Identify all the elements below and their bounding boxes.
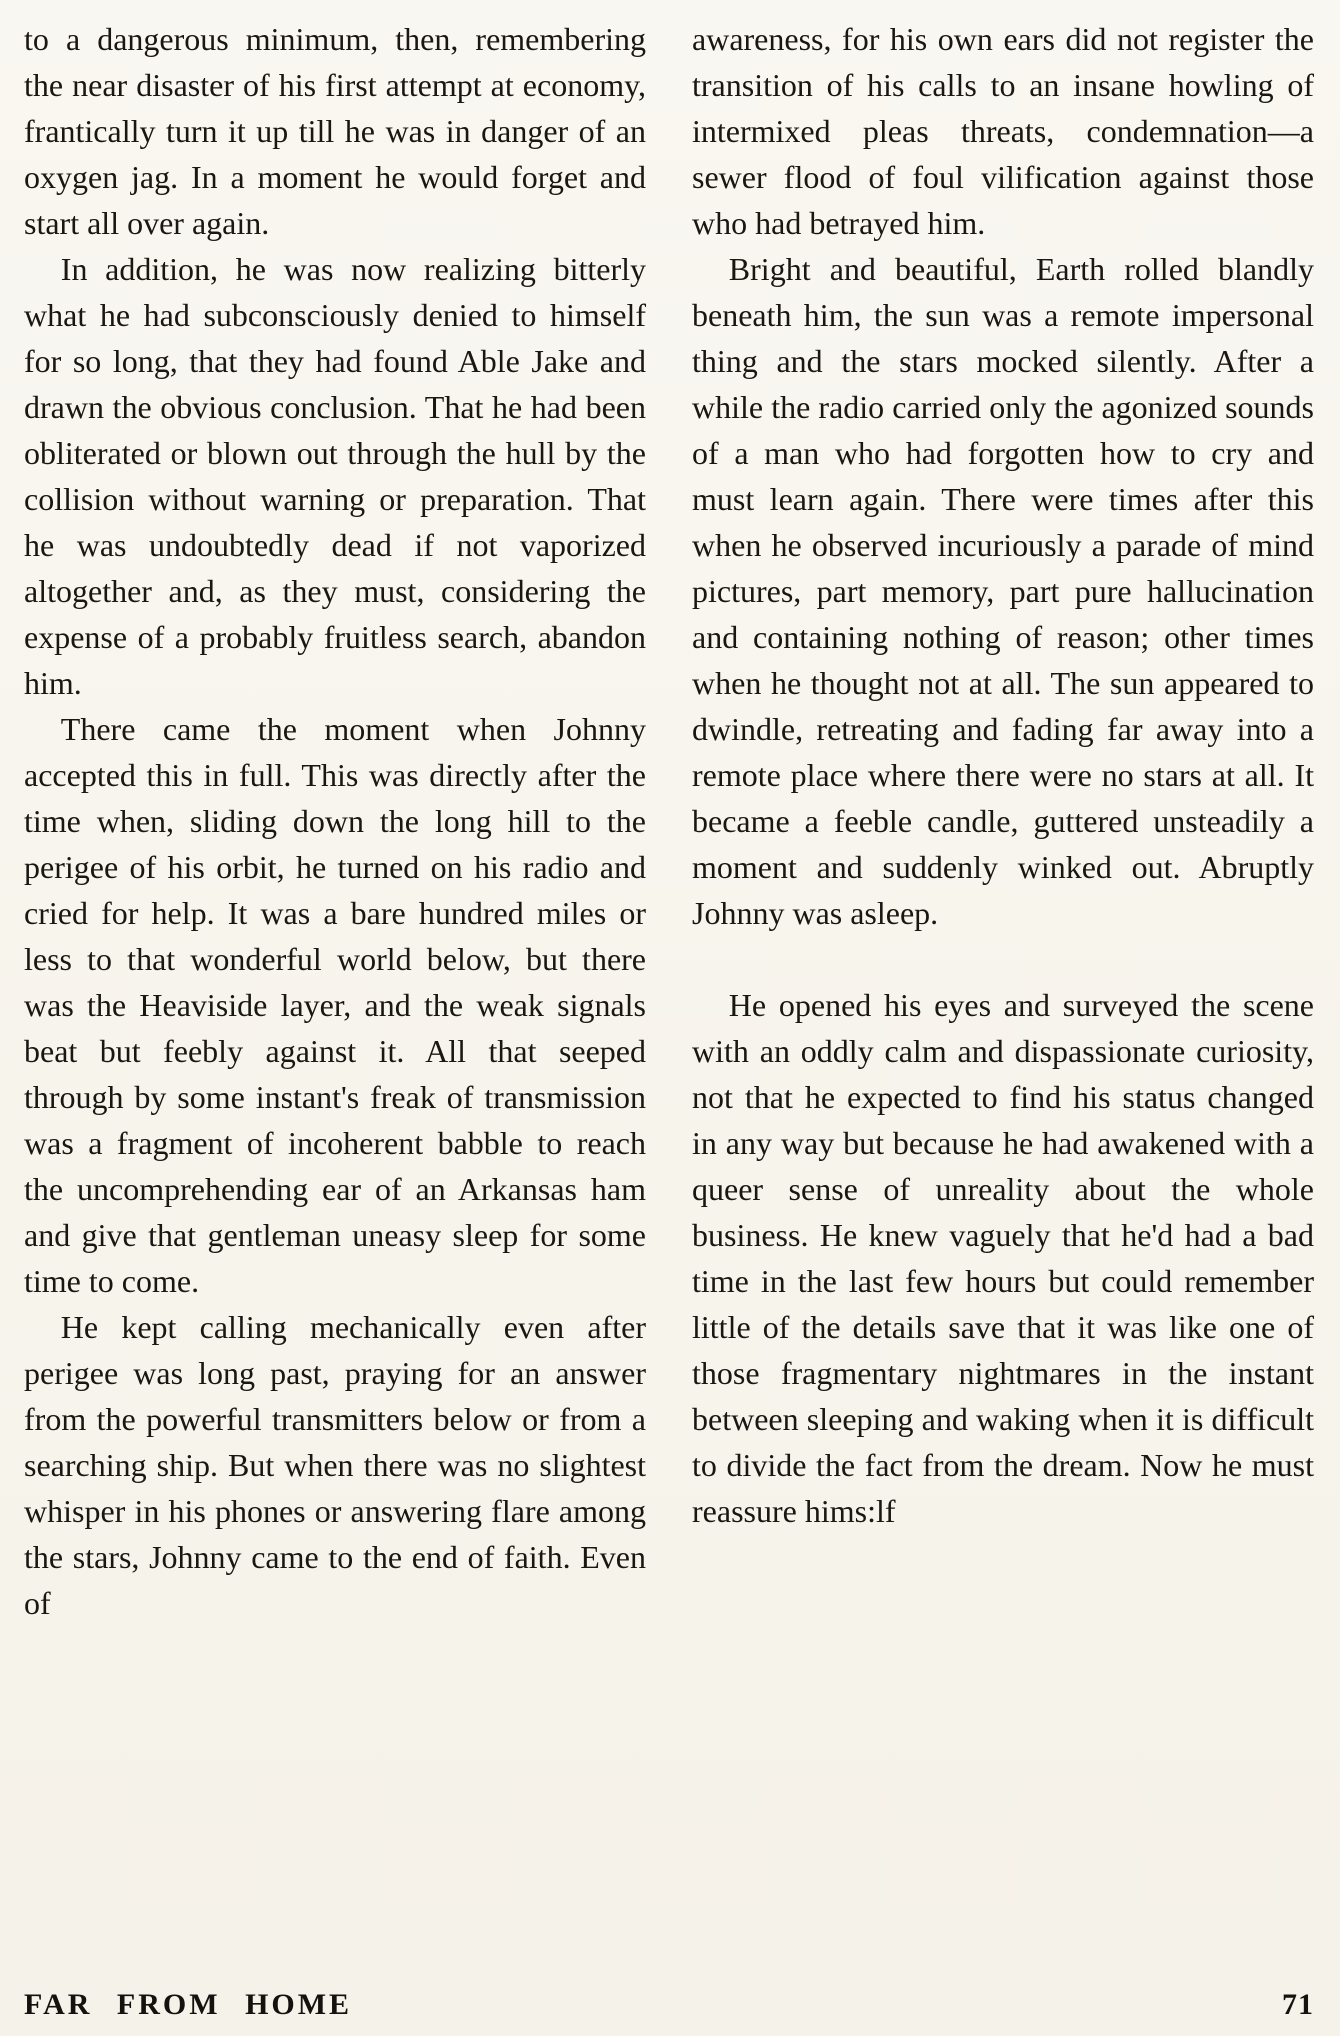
right-column [692,16,1314,1982]
text-columns [24,16,1314,1982]
page-footer [24,1982,1314,2022]
paragraph: Bright and beautiful, Earth rolled blandly beneath him, the sun was a remote impersonal thing and the stars mocked silently. After a while the radio carried only the agonized sounds of a man who had forgotten how to cry and must learn again. There were times after this when he observed incuriously a parade of mind pictures, part memory, part pure hallucination and containing nothing of reason; other times when he thought not at all. The sun appeared to dwindle, retreating and fading far away into a remote place where there were no stars at all. It became a feeble candle, guttered unsteadily a moment and suddenly winked out. Abruptly Johnny was asleep. [692,251,1314,931]
running-title: FAR FROM HOME [24,1988,353,2021]
page-number: 71 [1282,1988,1314,2021]
paragraph: to a dangerous minimum, then, remembering the near disaster of his first attempt at economy, frantically turn it up till he was in danger of an oxygen jag. In a moment he would forget and start all over again. [24,21,646,241]
paragraph: In addition, he was now realizing bitterly what he had subconsciously denied to himself for so long, that they had found Able Jake and drawn the obvious conclusion. That he had been obliterated or blown out through the hull by the collision without warning or preparation. That he was undoubtedly dead if not vaporized altogether and, as they must, considering the expense of a probably fruitless search, abandon him. [24,251,646,701]
paragraph: awareness, for his own ears did not register the transition of his calls to an insane howling of intermixed pleas threats, condemnation—a sewer flood of foul vilification against those who had betrayed him. [692,21,1314,241]
paragraph: There came the moment when Johnny accepted this in full. This was directly after the time when, sliding down the long hill to the perigee of his orbit, he turned on his radio and cried for help. It was a bare hundred miles or less to that wonderful world below, but there was the Heaviside layer, and the weak signals beat but feebly against it. All that seeped through by some instant's freak of transmission was a fragment of incoherent babble to reach the uncomprehending ear of an Arkansas ham and give that gentleman uneasy sleep for some time to come. [24,711,646,1299]
paragraph: He opened his eyes and surveyed the scene with an oddly calm and dispassionate curiosity, not that he expected to find his status changed in any way but because he had awakened with a queer sense of unreality about the whole business. He knew vaguely that he'd had a bad time in the last few hours but could remember little of the details save that it was like one of those fragmentary nightmares in the instant between sleeping and waking when it is difficult to divide the fact from the dream. Now he must reassure hims:lf [692,987,1314,1529]
paragraph: He kept calling mechanically even after perigee was long past, praying for an answer from the powerful transmitters below or from a searching ship. But when there was no slightest whisper in his phones or answering flare among the stars, Johnny came to the end of faith. Even of [24,1309,646,1621]
left-column [24,16,646,1982]
